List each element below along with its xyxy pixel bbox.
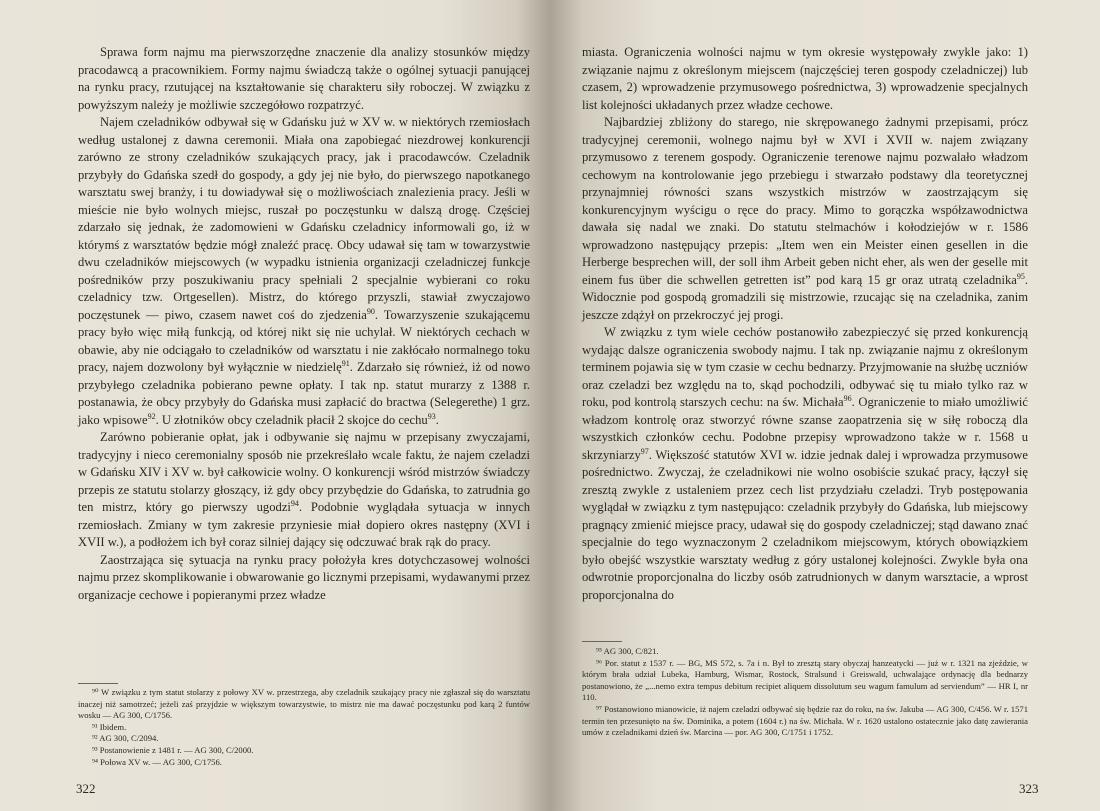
right-footnote-rule <box>582 641 622 642</box>
footnote-92: ⁹² AG 300, C/2094. <box>92 733 159 744</box>
footnote-95: ⁹⁵ AG 300, C/821. <box>596 646 659 656</box>
footnote-96: ⁹⁶ Por. statut z 1537 r. — BG, MS 572, s. 7a i n. Był to zresztą stary obyczaj hanzeatycki — już w r. 1321 na zjeździe, w którym brała udział Lubeka, Hamburg, Wismar, Rostock, Stralsund i Greiswald, uchwalające ordynację dla bednarzy postanowiono, że „...nemo extra tempus debitum recipiet aliquem dissolutum seu wagum famulum ad serviendum” — HR I, nr 110. <box>582 657 1028 703</box>
footnote-90: ⁹⁰ W związku z tym statut stolarzy z połowy XV w. przestrzega, aby czeladnik szukający pracy nie zgłaszał się do warsztatu inaczej niż samotrzeć; jeżeli zaś przyjdzie w większym towarzystwie, to mistrz nie ma dawać poczęstunku pod karą 2 funtów wosku — AG 300, C/1756. <box>78 687 530 721</box>
footnote-97: ⁹⁷ Postanowiono mianowicie, iż najem czeladzi odbywać się będzie raz do roku, na św. Jakuba — AG 300, C/456. W r. 1571 termin ten przesunięto na św. Dominika, a potem (1604 r.) na św. Michała. W r. 1620 ustalono ostatecznie jako datę zawierania umów z czeladnikami dzień św. Marcina — por. AG 300, C/1751 i 1752. <box>582 703 1028 738</box>
right-paragraph-1: miasta. Ograniczenia wolności najmu w tym okresie występowały zwykle jako: 1) związanie najmu z określonym miejscem (najczęściej teren gospody czeladniczej) lub czasem, 2) wprowadzenie przymusowego pośrednictwa, 3) wprowadzenie specjalnych list kolejności układanych przez władze cechowe. <box>582 45 1028 112</box>
left-paragraph-4: Zaostrzająca się sytuacja na rynku pracy położyła kres dotychczasowej wolności najmu przez skomplikowanie i obwarowanie go licznymi przepisami, wydawanymi przez organizacje cechowe i popieranymi przez władze <box>78 552 530 602</box>
left-page-number: 322 <box>76 781 96 796</box>
left-paragraph-1: Sprawa form najmu ma pierwszorzędne znaczenie dla analizy stosunków między pracodawcą a pracownikiem. Formy najmu świadczą także o ogólnej sytuacji panującej na rynku pracy, rzutującej na kształtowanie się charakteru siły roboczej. W związku z powyższym należy je możliwie szczegółowo rozpatrzyć. <box>78 45 530 112</box>
right-page <box>550 0 1100 811</box>
footnote-94: ⁹⁴ Połowa XV w. — AG 300, C/1756. <box>92 756 222 767</box>
right-page-number: 323 <box>1019 781 1039 796</box>
left-footnote-rule <box>78 683 118 684</box>
right-paragraph-2: Najbardziej zbliżony do starego, nie skrępowanego żadnymi przepisami, prócz tradycyjnej ceremonii, wolnego najmu był w XVI i XVII w. najem związany przymusowo z terenem gospody. Ograniczenie terenowe najmu pozwalało władzom cechowym na kontrolowanie jego przebiegu i stwarzało podstawy dla teoretycznej przynajmniej równości szans wszystkich mistrzów w zaostrzającym się konkurencyjnym wyścigu o ręce do pracy. Mimo to gorączka współzawodnictwa dawała się nadal we znaki. Do statutu stelmachów i kołodziejów w r. 1586 wprowadzono następujący przepis: „Item wen ein Meister einen gesellen in die Herberge besprechen will, der soll ihm Arbeit geben nicht eher, als wen der geselle mit einem fus über die schwellen getretten ist” pod karą 15 gr oraz utratą czeladnika$^{95}$. Widocznie pod gospodą gromadzili się mistrzowie, rzucając się na czeladnika, zanim jeszcze zdążył on przekroczyć jej progi. <box>582 115 1028 322</box>
left-body-text <box>78 44 530 604</box>
right-body-text <box>582 44 1028 604</box>
footnote-93: ⁹³ Postanowienie z 1481 r. — AG 300, C/2000. <box>92 744 254 755</box>
right-footnotes <box>582 646 1028 739</box>
left-footnotes <box>78 687 530 768</box>
left-paragraph-2: Najem czeladników odbywał się w Gdańsku już w XV w. w niektórych rzemiosłach według ustalonej z dawna ceremonii. Miała ona zapobiegać niezdrowej konkurencji zarówno ze strony czeladników szukających pracy, jak i pracodawców. Czeladnik przybyły do Gdańska szedł do gospody, a gdy jej nie było, do pierwszego napotkanego warsztatu swej branży, i tu dowiadywał się o możliwościach znalezienia pracy. Jeśli w mieście nie było wolnych miejsc, ruszał po poczęstunku w dalszą drogę. Częściej zdarzało się jednak, że zadomowieni w Gdańsku czeladnicy informowali go, iż w którymś z warsztatów będzie mógł znaleźć pracę. Obcy udawał się tam w towarzystwie dwu czeladników miejscowych (w wypadku istnienia organizacji czeladniczej funkcje pośredników przy poszukiwaniu pracy spełniali 2 specjalnie wybierani co roku czeladnicy tzw. Ortgesellen). Mistrz, do którego przyszli, stawiał zwyczajowo poczęstunek — piwo, czasem nawet coś do zjedzenia$^{90}$. Towarzyszenie szukającemu pracy było więc miłą funkcją, od której nikt się nie uchylał. W niektórych cechach w obawie, aby nie odciągało to czeladników od warsztatu i nie zakłócało normalnego toku pracy, najem dozwolony był wyłącznie w niedzielę$^{91}$. Zdarzało się również, iż od nowo przybyłego czeladnika pobierano pewne opłaty. I tak np. statut murarzy z 1388 r. postanawia, że obcy przybyły do Gdańska musi zapłacić do bractwa (Selegerethe) 1 grz. jako wpisowe$^{92}$. U złotników obcy czeladnik płacił 2 skojce do cechu$^{93}$. <box>78 115 531 427</box>
right-paragraph-3: W związku z tym wiele cechów postanowiło zabezpieczyć się przed konkurencją wydając dalsze ograniczenia swobody najmu. I tak np. związanie najmu z określonym terminem pojawia się w tym czasie w cechu bednarzy. Przyjmowanie na służbę uczniów oraz czeladzi bez względu na to, skąd pochodzili, odbywać się tu miało tylko raz w roku, pod kontrolą starszych cechu: na św. Michała$^{96}$. Ograniczenie to miało umożliwić władzom kontrolę oraz stworzyć równe szanse zaopatrzenia się w siłę roboczą dla wszystkich członków cechu. Podobne przepisy wprowadzono także w r. 1568 u skrzyniarzy$^{97}$. Większość statutów XVI w. idzie jednak dalej i wprowadza przymusowe pośrednictwo. Zwyczaj, że czeladnikowi nie wolno osobiście szukać pracy, łączył się zresztą zwykle z ustaleniem przez cech list przydziału czeladzi. Tryb postępowania wyglądał w związku z tym następująco: czeladnik przybyły do Gdańska, lub miejscowy pragnący zmienić miejsce pracy, udawał się do gospody czeladniczej; stąd dawano znać specjalnie do tego wyznaczonym 2 czeladnikom miejscowym, których obowiązkiem było obejść wszystkie warsztaty według z góry ustalonej kolejności. Zwykle była ona odwrotnie proporcjonalna do liczby osób zatrudnionych w danym warsztacie, a wprost proporcjonalna do <box>582 325 1028 602</box>
footnote-91: ⁹¹ Ibidem. <box>92 721 127 732</box>
left-paragraph-3: Zarówno pobieranie opłat, jak i odbywanie się najmu w przepisany zwyczajami, tradycyjny i nieco ceremonialny sposób nie przekreślało wcale faktu, że najem czeladzi w Gdańsku XIV i XV w. był całkowicie wolny. O konkurencji wśród mistrzów świadczy przepis ze statutu stolarzy głoszący, iż gdy obcy przybędzie do Gdańska, to zatrudnia go ten mistrz, który go pierwszy ugodzi$^{94}$. Podobnie wyglądała sytuacja w innych rzemiosłach. Zmiany w tym zakresie przyniesie miał dopiero okres następny (XVI i XVII w.), a podłożem ich był coraz silniej dający się odczuwać brak rąk do pracy. <box>78 430 530 549</box>
